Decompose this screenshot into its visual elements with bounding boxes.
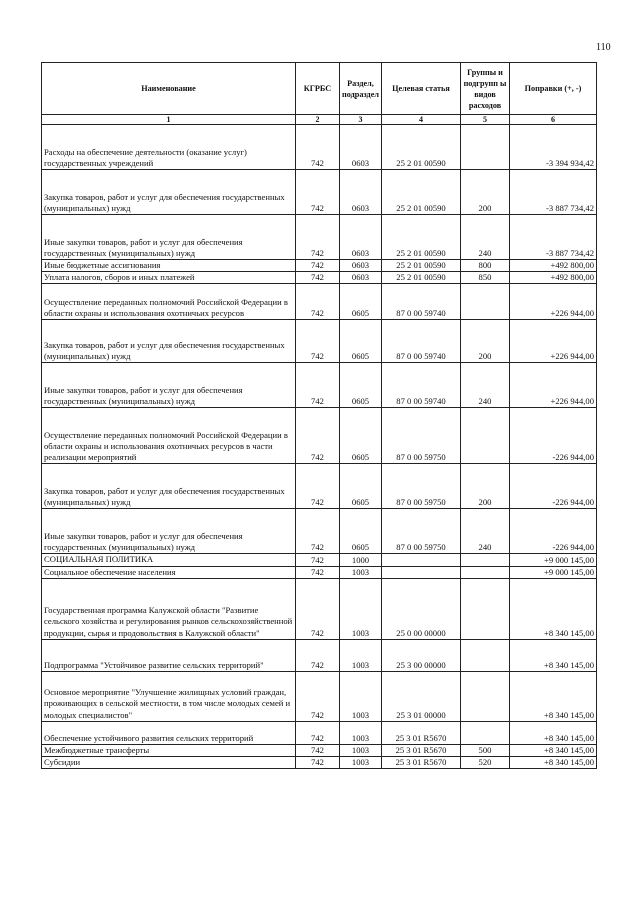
row-target-article: 87 0 00 59750 — [382, 408, 461, 464]
row-expense-group: 500 — [461, 744, 510, 756]
table-row — [42, 284, 597, 320]
row-kgrbs: 742 — [296, 408, 340, 464]
row-kgrbs: 742 — [296, 125, 340, 170]
row-expense-group: 800 — [461, 260, 510, 272]
row-expense-group — [461, 408, 510, 464]
row-kgrbs: 742 — [296, 671, 340, 721]
row-kgrbs: 742 — [296, 566, 340, 578]
column-number: 1 — [42, 115, 296, 125]
column-number: 5 — [461, 115, 510, 125]
row-name: Обеспечение устойчивого развития сельских территорий — [42, 721, 296, 744]
row-section: 0605 — [340, 363, 382, 408]
row-section: 0605 — [340, 408, 382, 464]
row-target-article: 87 0 00 59750 — [382, 464, 461, 509]
row-section: 0605 — [340, 464, 382, 509]
row-target-article: 87 0 00 59750 — [382, 509, 461, 554]
row-target-article: 25 2 01 00590 — [382, 215, 461, 260]
row-kgrbs: 742 — [296, 464, 340, 509]
row-amount: -3 394 934,42 — [510, 125, 597, 170]
row-name: Межбюджетные трансферты — [42, 744, 296, 756]
row-section: 1000 — [340, 554, 382, 566]
table-row — [42, 639, 597, 671]
row-kgrbs: 742 — [296, 509, 340, 554]
row-target-article: 87 0 00 59740 — [382, 363, 461, 408]
row-section: 1003 — [340, 578, 382, 639]
row-target-article: 25 3 01 R5670 — [382, 757, 461, 769]
row-target-article: 25 2 01 00590 — [382, 170, 461, 215]
row-section: 0603 — [340, 125, 382, 170]
table-row — [42, 757, 597, 769]
row-kgrbs: 742 — [296, 215, 340, 260]
row-target-article: 25 3 00 00000 — [382, 639, 461, 671]
header-section: Раздел, подраздел — [340, 63, 382, 115]
row-name: Подпрограмма "Устойчивое развитие сельских территорий" — [42, 639, 296, 671]
row-amount: -226 944,00 — [510, 408, 597, 464]
table-row — [42, 125, 597, 170]
row-amount: +8 340 145,00 — [510, 671, 597, 721]
row-kgrbs: 742 — [296, 170, 340, 215]
header-amendments: Поправки (+, -) — [510, 63, 597, 115]
row-section: 0603 — [340, 215, 382, 260]
page-number: 110 — [596, 42, 611, 53]
row-expense-group: 200 — [461, 320, 510, 363]
row-name: Закупка товаров, работ и услуг для обеспечения государственных (муниципальных) нужд — [42, 320, 296, 363]
row-kgrbs: 742 — [296, 721, 340, 744]
row-expense-group: 240 — [461, 509, 510, 554]
column-number: 2 — [296, 115, 340, 125]
row-amount: -3 887 734,42 — [510, 170, 597, 215]
row-target-article: 25 3 01 R5670 — [382, 721, 461, 744]
row-kgrbs: 742 — [296, 744, 340, 756]
table-row — [42, 272, 597, 284]
row-section: 1003 — [340, 721, 382, 744]
row-amount: +492 800,00 — [510, 272, 597, 284]
table-row — [42, 260, 597, 272]
table-row — [42, 320, 597, 363]
row-target-article: 25 3 01 R5670 — [382, 744, 461, 756]
row-section: 1003 — [340, 671, 382, 721]
row-kgrbs: 742 — [296, 272, 340, 284]
row-amount: +8 340 145,00 — [510, 757, 597, 769]
row-name: Иные закупки товаров, работ и услуг для обеспечения государственных (муниципальных) нужд — [42, 363, 296, 408]
row-expense-group — [461, 671, 510, 721]
row-name: СОЦИАЛЬНАЯ ПОЛИТИКА — [42, 554, 296, 566]
row-target-article: 25 2 01 00590 — [382, 272, 461, 284]
row-name: Иные закупки товаров, работ и услуг для обеспечения государственных (муниципальных) нужд — [42, 215, 296, 260]
header-groups: Группы и подгрупп ы видов расходов — [461, 63, 510, 115]
row-section: 1003 — [340, 757, 382, 769]
row-section: 1003 — [340, 566, 382, 578]
row-target-article: 87 0 00 59740 — [382, 284, 461, 320]
row-name: Иные закупки товаров, работ и услуг для обеспечения государственных (муниципальных) нужд — [42, 509, 296, 554]
row-expense-group: 240 — [461, 215, 510, 260]
row-name: Иные бюджетные ассигнования — [42, 260, 296, 272]
row-expense-group: 520 — [461, 757, 510, 769]
row-name: Закупка товаров, работ и услуг для обеспечения государственных (муниципальных) нужд — [42, 170, 296, 215]
row-target-article: 25 0 00 00000 — [382, 578, 461, 639]
header-kgrbs: КГРБС — [296, 63, 340, 115]
row-kgrbs: 742 — [296, 639, 340, 671]
row-expense-group — [461, 639, 510, 671]
table-row — [42, 566, 597, 578]
table-row — [42, 554, 597, 566]
row-expense-group — [461, 554, 510, 566]
row-expense-group: 240 — [461, 363, 510, 408]
row-name: Осуществление переданных полномочий Российской Федерации в области охраны и использования охотничьих ресурсов — [42, 284, 296, 320]
row-amount: +226 944,00 — [510, 284, 597, 320]
row-kgrbs: 742 — [296, 554, 340, 566]
row-amount: +8 340 145,00 — [510, 639, 597, 671]
header-name: Наименование — [42, 63, 296, 115]
table-row — [42, 215, 597, 260]
row-section: 0605 — [340, 509, 382, 554]
row-amount: -226 944,00 — [510, 509, 597, 554]
row-amount: +9 000 145,00 — [510, 554, 597, 566]
row-name: Закупка товаров, работ и услуг для обеспечения государственных (муниципальных) нужд — [42, 464, 296, 509]
row-expense-group — [461, 284, 510, 320]
row-section: 0603 — [340, 272, 382, 284]
row-section: 1003 — [340, 744, 382, 756]
table-row — [42, 578, 597, 639]
row-target-article — [382, 566, 461, 578]
table-row — [42, 744, 597, 756]
row-amount: -226 944,00 — [510, 464, 597, 509]
row-name: Субсидии — [42, 757, 296, 769]
row-expense-group — [461, 566, 510, 578]
table-row — [42, 464, 597, 509]
row-kgrbs: 742 — [296, 260, 340, 272]
row-amount: +8 340 145,00 — [510, 744, 597, 756]
row-kgrbs: 742 — [296, 578, 340, 639]
row-name: Осуществление переданных полномочий Российской Федерации в области охраны и использования охотничьих ресурсов в части реализации мероприятий — [42, 408, 296, 464]
row-target-article: 25 2 01 00590 — [382, 260, 461, 272]
row-name: Социальное обеспечение населения — [42, 566, 296, 578]
header-target: Целевая статья — [382, 63, 461, 115]
table-row — [42, 170, 597, 215]
row-section: 1003 — [340, 639, 382, 671]
row-target-article: 25 3 01 00000 — [382, 671, 461, 721]
table-header-row — [42, 63, 597, 115]
row-expense-group: 850 — [461, 272, 510, 284]
column-number-row — [42, 115, 597, 125]
row-amount: +226 944,00 — [510, 363, 597, 408]
row-name: Основное мероприятие "Улучшение жилищных условий граждан, проживающих в сельской местности, в том числе молодых семей и молодых специалистов" — [42, 671, 296, 721]
row-expense-group: 200 — [461, 170, 510, 215]
row-kgrbs: 742 — [296, 757, 340, 769]
table-row — [42, 721, 597, 744]
row-amount: +8 340 145,00 — [510, 721, 597, 744]
row-target-article: 25 2 01 00590 — [382, 125, 461, 170]
table-row — [42, 671, 597, 721]
row-section: 0605 — [340, 284, 382, 320]
row-amount: -3 887 734,42 — [510, 215, 597, 260]
row-section: 0603 — [340, 170, 382, 215]
row-expense-group — [461, 578, 510, 639]
row-target-article: 87 0 00 59740 — [382, 320, 461, 363]
column-number: 4 — [382, 115, 461, 125]
table-row — [42, 509, 597, 554]
row-name: Государственная программа Калужской области "Развитие сельского хозяйства и регулирования рынков сельскохозяйственной продукции, сырья и продовольствия в Калужской области" — [42, 578, 296, 639]
budget-table — [41, 62, 597, 769]
row-section: 0603 — [340, 260, 382, 272]
row-expense-group — [461, 721, 510, 744]
row-amount: +492 800,00 — [510, 260, 597, 272]
row-section: 0605 — [340, 320, 382, 363]
column-number: 6 — [510, 115, 597, 125]
table-row — [42, 408, 597, 464]
table-row — [42, 363, 597, 408]
row-amount: +8 340 145,00 — [510, 578, 597, 639]
column-number: 3 — [340, 115, 382, 125]
row-expense-group: 200 — [461, 464, 510, 509]
row-amount: +226 944,00 — [510, 320, 597, 363]
row-kgrbs: 742 — [296, 363, 340, 408]
row-kgrbs: 742 — [296, 284, 340, 320]
row-kgrbs: 742 — [296, 320, 340, 363]
row-target-article — [382, 554, 461, 566]
row-name: Расходы на обеспечение деятельности (оказание услуг) государственных учреждений — [42, 125, 296, 170]
row-amount: +9 000 145,00 — [510, 566, 597, 578]
row-name: Уплата налогов, сборов и иных платежей — [42, 272, 296, 284]
row-expense-group — [461, 125, 510, 170]
